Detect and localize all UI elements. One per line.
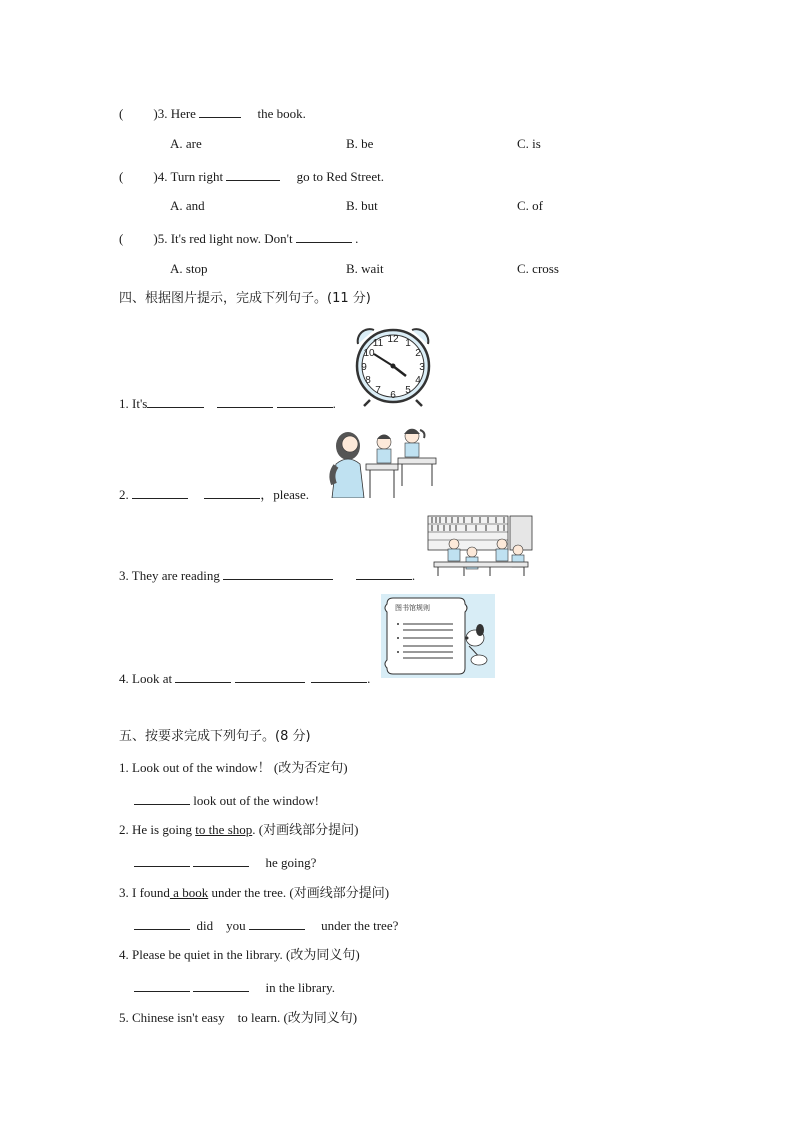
blank[interactable] bbox=[226, 167, 280, 181]
answer-paren-close: ) bbox=[153, 231, 158, 246]
stem-before: 5. It's red light now. Don't bbox=[157, 231, 293, 246]
classroom-picture bbox=[326, 424, 438, 498]
option-b: B. but bbox=[346, 198, 378, 213]
svg-text:1: 1 bbox=[405, 338, 411, 349]
blank[interactable] bbox=[175, 669, 231, 683]
svg-text:7: 7 bbox=[375, 385, 381, 396]
stem-after: the book. bbox=[257, 106, 306, 121]
q5-4-answer bbox=[134, 978, 335, 996]
blank[interactable] bbox=[277, 394, 333, 408]
blank[interactable] bbox=[311, 669, 367, 683]
blank[interactable] bbox=[134, 916, 190, 930]
svg-text:10: 10 bbox=[363, 348, 375, 359]
answer-text: in the library. bbox=[265, 980, 336, 995]
answer-paren-close: ) bbox=[153, 169, 158, 184]
blank[interactable] bbox=[147, 394, 204, 408]
blank[interactable] bbox=[134, 978, 190, 992]
option-c: C. cross bbox=[517, 261, 559, 276]
q4-2 bbox=[119, 485, 309, 503]
comma: ， bbox=[260, 487, 274, 502]
question-text: 3. I found bbox=[119, 885, 170, 900]
blank[interactable] bbox=[356, 566, 412, 580]
svg-text:5: 5 bbox=[405, 385, 411, 396]
option-b: B. be bbox=[346, 136, 374, 151]
answer-paren-open: ( bbox=[119, 106, 124, 121]
svg-text:12: 12 bbox=[387, 334, 399, 345]
option-a: A. and bbox=[170, 198, 205, 213]
period: . bbox=[411, 568, 416, 583]
option-a: A. stop bbox=[170, 261, 208, 276]
q5-3-answer bbox=[134, 916, 398, 934]
question-text-after: please. bbox=[273, 487, 309, 502]
svg-text:8: 8 bbox=[365, 375, 371, 386]
question-text: 2. He is going bbox=[119, 822, 196, 837]
clock-picture bbox=[350, 324, 436, 408]
q4-3 bbox=[119, 566, 415, 584]
blank[interactable] bbox=[193, 978, 249, 992]
q5-2 bbox=[119, 822, 358, 838]
mc-item-5 bbox=[119, 229, 358, 247]
blank[interactable] bbox=[249, 916, 305, 930]
option-a: A. are bbox=[170, 136, 202, 151]
underlined-part: a book bbox=[169, 885, 209, 900]
svg-text:11: 11 bbox=[372, 338, 384, 349]
poster-title: 图书馆规则 bbox=[395, 604, 430, 612]
answer-text: did bbox=[196, 918, 214, 933]
answer-text: he going? bbox=[265, 855, 317, 870]
stem-before: 4. Turn right bbox=[157, 169, 224, 184]
answer-text: under the tree? bbox=[321, 918, 399, 933]
q4-4 bbox=[119, 669, 370, 687]
q5-5: 5. Chinese isn't easy to learn. (改为同义句) bbox=[119, 1010, 358, 1025]
answer-paren-open: ( bbox=[119, 169, 124, 184]
q5-2-answer bbox=[134, 853, 316, 871]
question-instruction: under the tree. (对画线部分提问) bbox=[208, 885, 390, 900]
question-text: 1. It's bbox=[119, 396, 148, 411]
svg-text:4: 4 bbox=[415, 375, 421, 386]
option-b: B. wait bbox=[346, 261, 384, 276]
blank[interactable] bbox=[204, 485, 260, 499]
option-c: C. is bbox=[517, 136, 541, 151]
question-instruction: . (对画线部分提问) bbox=[252, 822, 359, 837]
blank[interactable] bbox=[296, 229, 352, 243]
section-4-heading: 四、根据图片提示，完成下列句子。(11 分) bbox=[119, 291, 371, 306]
answer-text: you bbox=[226, 918, 246, 933]
question-text: 4. Look at bbox=[119, 671, 173, 686]
q5-4: 4. Please be quiet in the library. (改为同义句) bbox=[119, 947, 360, 962]
stem-after: . bbox=[355, 231, 359, 246]
option-c: C. of bbox=[517, 198, 543, 213]
blank[interactable] bbox=[235, 669, 305, 683]
svg-text:2: 2 bbox=[415, 348, 421, 359]
library-rules-poster bbox=[381, 594, 495, 678]
blank[interactable] bbox=[132, 485, 188, 499]
blank[interactable] bbox=[199, 104, 241, 118]
stem-before: 3. Here bbox=[157, 106, 196, 121]
section-5-heading: 五、按要求完成下列句子。(8 分) bbox=[119, 729, 311, 744]
period: . bbox=[367, 671, 371, 686]
q5-3 bbox=[119, 885, 389, 901]
answer-text: look out of the window! bbox=[193, 793, 319, 808]
answer-paren-close: ) bbox=[153, 106, 158, 121]
mc-item-4 bbox=[119, 167, 384, 185]
svg-text:9: 9 bbox=[361, 362, 367, 373]
question-text: 2. bbox=[119, 487, 129, 502]
q5-1: 1. Look out of the window！ (改为否定句) bbox=[119, 760, 348, 775]
question-text: 3. They are reading bbox=[119, 568, 220, 583]
blank[interactable] bbox=[217, 394, 273, 408]
blank[interactable] bbox=[134, 853, 190, 867]
period: . bbox=[332, 396, 336, 411]
blank[interactable] bbox=[193, 853, 249, 867]
answer-paren-open: ( bbox=[119, 231, 124, 246]
underlined-part: to the shop bbox=[195, 822, 253, 837]
blank[interactable] bbox=[223, 566, 333, 580]
mc-item-3 bbox=[119, 104, 306, 122]
svg-text:3: 3 bbox=[419, 362, 425, 373]
q5-1-answer bbox=[134, 791, 319, 809]
svg-text:6: 6 bbox=[390, 390, 396, 401]
blank[interactable] bbox=[134, 791, 190, 805]
stem-after: go to Red Street. bbox=[296, 169, 384, 184]
q4-1 bbox=[119, 394, 336, 412]
library-picture bbox=[426, 514, 534, 576]
